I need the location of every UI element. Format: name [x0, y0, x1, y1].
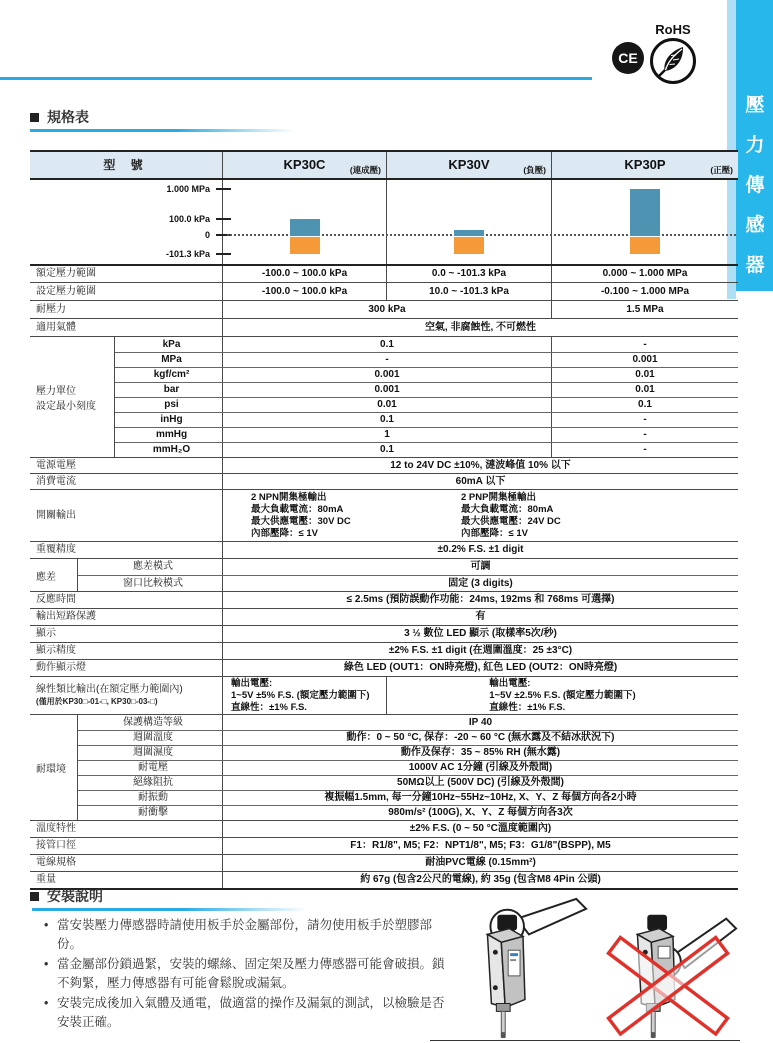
row-label: 設定壓力範圍	[30, 283, 223, 300]
value-kp30v: 0.0 ~ -101.3 kPa	[387, 266, 552, 282]
kp30p-positive-bar	[630, 189, 660, 236]
heading-square-icon	[30, 892, 39, 901]
analog-label: 線性類比輸出(在額定壓力範圍內)	[36, 684, 183, 696]
value-all: F1：R1/8", M5; F2：NPT1/8", M5; F3：G1/8"(BSPP), M5	[350, 840, 611, 851]
value-all: ±2% F.S. ±1 digit (在週圍溫度：25 ±3°C)	[388, 645, 573, 656]
sub-value: 980m/s² (100G), X、Y、Z 每個方向各3次	[388, 807, 573, 818]
row-response-time	[30, 591, 738, 608]
unit-value-cv: 0.001	[223, 368, 552, 382]
row-label: 重量	[30, 872, 223, 888]
unit-label: mmHg	[115, 428, 223, 442]
install-instructions	[44, 916, 448, 1032]
analog-line: 直線性：±1% F.S.	[489, 701, 566, 713]
row-analog-output	[30, 676, 738, 714]
environment-row	[78, 760, 738, 775]
analog-line: 輸出電壓:	[231, 677, 273, 689]
ce-mark-icon: CE	[612, 42, 644, 74]
model-kp30v-header	[387, 152, 552, 178]
pressure-range-chart	[30, 178, 738, 264]
unit-value-p: -	[643, 444, 647, 455]
header-rule	[0, 77, 592, 80]
row-label: 動作顯示燈	[30, 660, 223, 676]
row-label: 反應時間	[30, 592, 223, 608]
row-switch-output	[30, 489, 738, 541]
install-bullet	[44, 994, 448, 1033]
npn-line: 2 NPN開集極輸出	[251, 491, 327, 503]
value-all: 空氣, 非腐蝕性, 不可燃性	[424, 321, 537, 333]
incorrect-mounting-illustration	[596, 893, 744, 1041]
pnp-line: 最大供應電壓：24V DC	[461, 515, 561, 527]
sub-label: 耐電壓	[78, 761, 223, 775]
environment-row	[78, 790, 738, 805]
model-name: KP30V	[448, 157, 490, 173]
analog-kp30c-block	[231, 678, 370, 714]
unit-value-cv: -	[223, 353, 552, 367]
value-all: 3 ½ 數位 LED 顯示 (取樣率5次/秒)	[404, 628, 557, 639]
analog-line: 1~5V ±2.5% F.S. (額定壓力範圍下)	[489, 689, 636, 701]
row-label: 輸出短路保護	[30, 609, 223, 625]
sidebar-char: 壓	[745, 95, 765, 116]
sub-label: 週圍溫度	[78, 731, 223, 745]
sub-value: 動作及保存：35 ~ 85% RH (無水露)	[400, 747, 561, 758]
unit-label: MPa	[115, 353, 223, 367]
value-all: 60mA 以下	[455, 475, 506, 487]
npn-line: 最大供應電壓：30V DC	[251, 515, 351, 527]
unit-row	[115, 367, 738, 382]
sub-value: 1000V AC 1分鐘 (引線及外殼間)	[408, 762, 553, 773]
unit-value-p: 0.001	[632, 354, 658, 365]
unit-group-label-line2: 設定最小刻度	[36, 401, 96, 412]
bullet-text: 當金屬部份鎖過緊，安裝的螺絲、固定架及壓力傳感器可能會破損。鎖不夠緊，壓力傳感器有可能會鬆脫或漏氣。	[57, 956, 445, 991]
value-kp30p: 1.5 MPa	[626, 303, 664, 315]
row-label: 溫度特性	[30, 821, 223, 837]
sub-label: 耐衝擊	[78, 806, 223, 820]
sub-label: 週圍濕度	[78, 746, 223, 760]
unit-label: kPa	[115, 337, 223, 352]
sub-label: 應差模式	[78, 559, 223, 575]
rohs-label: RoHS	[655, 22, 691, 37]
sub-label: 絕緣阻抗	[78, 776, 223, 790]
hysteresis-row	[78, 559, 738, 575]
value-kp30c-kp30v: 300 kPa	[223, 301, 552, 318]
row-hysteresis-group	[30, 558, 738, 591]
sidebar-char: 傳	[745, 175, 765, 196]
environment-row	[78, 775, 738, 790]
model-kp30c-header	[223, 152, 387, 178]
install-heading-underline	[32, 908, 307, 911]
unit-value-p: -	[643, 429, 647, 440]
npn-line: 最大負載電流：80mA	[251, 503, 344, 515]
rohs-logo	[646, 22, 700, 84]
axis-tick-label: 1.000 MPa	[166, 184, 210, 194]
unit-group-label	[30, 337, 115, 457]
value-all: 綠色 LED (OUT1：ON時亮燈), 紅色 LED (OUT2：ON時亮燈)	[343, 662, 618, 673]
unit-label: bar	[115, 383, 223, 397]
spec-section-title: 規格表	[47, 109, 89, 125]
analog-label-cell	[30, 677, 223, 714]
unit-row	[115, 337, 738, 352]
rohs-leaf-icon	[650, 38, 696, 84]
model-name: KP30C	[283, 157, 326, 173]
unit-value-cv: 0.1	[223, 413, 552, 427]
unit-value-p: -	[643, 338, 647, 350]
row-label: 顯示	[30, 626, 223, 642]
row-label: 開關輸出	[30, 490, 223, 541]
table-header-row	[30, 152, 738, 178]
install-section-heading	[30, 886, 103, 906]
hysteresis-group-body	[78, 559, 738, 591]
row-label: 電源電壓	[30, 458, 223, 473]
spec-section-heading	[30, 107, 89, 127]
bullet-dot-icon	[44, 955, 57, 994]
sub-value: 50MΩ以上 (500V DC) (引線及外殼間)	[397, 777, 564, 788]
value-kp30c: -100.0 ~ 100.0 kPa	[223, 283, 387, 300]
sub-value: 可調	[470, 561, 491, 572]
value-kp30p: -0.100 ~ 1.000 MPa	[600, 285, 690, 297]
row-set-range	[30, 282, 738, 300]
analog-line: 直線性：±1% F.S.	[231, 701, 307, 713]
row-cable-spec	[30, 854, 738, 871]
environment-row	[78, 805, 738, 820]
pnp-line: 內部壓降：≤ 1V	[461, 527, 528, 539]
row-label: 額定壓力範圍	[30, 266, 223, 282]
pnp-output-block	[461, 492, 561, 540]
analog-line: 1~5V ±5% F.S. (額定壓力範圍下)	[231, 689, 370, 701]
row-label: 耐壓力	[30, 301, 223, 318]
unit-group-body	[115, 337, 738, 457]
model-kp30p-header	[552, 152, 738, 178]
value-kp30v: 10.0 ~ -101.3 kPa	[387, 283, 552, 300]
row-port-size	[30, 837, 738, 854]
unit-label: psi	[115, 398, 223, 412]
bullet-dot-icon	[44, 916, 57, 955]
row-current-consumption	[30, 473, 738, 489]
pnp-line: 2 PNP開集極輸出	[461, 491, 536, 503]
unit-value-p: 0.01	[635, 369, 655, 380]
sub-value: IP 40	[468, 716, 493, 728]
row-power-voltage	[30, 457, 738, 473]
axis-tick-label: 0	[204, 230, 210, 240]
analog-note: (僅用於KP30□-01-□, KP30□-03-□)	[36, 697, 158, 707]
sidebar-char: 力	[745, 135, 765, 156]
row-operation-indicator	[30, 659, 738, 676]
model-type: (負壓)	[523, 164, 546, 175]
install-section-title: 安裝說明	[47, 888, 103, 904]
sub-value: 固定 (3 digits)	[448, 577, 513, 589]
hysteresis-group-label	[30, 559, 78, 591]
row-label: 消費電流	[30, 474, 223, 489]
analog-kp30vp-block	[489, 678, 635, 714]
install-illustrations	[448, 893, 744, 1041]
unit-row	[115, 442, 738, 457]
bullet-dot-icon	[44, 994, 57, 1033]
unit-value-p: 0.1	[638, 399, 652, 410]
kp30v-positive-bar	[454, 230, 484, 236]
unit-group-label-line1: 壓力單位	[36, 386, 76, 397]
hysteresis-row	[78, 575, 738, 591]
unit-label: mmH₂O	[115, 443, 223, 457]
analog-line: 輸出電壓:	[489, 677, 531, 689]
kp30c-positive-bar	[290, 219, 320, 236]
sidebar-char: 器	[745, 255, 765, 276]
row-short-circuit-protection	[30, 608, 738, 625]
value-all: 耐油PVC電線 (0.15mm²)	[425, 857, 536, 868]
unit-value-cv: 1	[223, 428, 552, 442]
unit-value-p: 0.01	[635, 384, 655, 395]
page-bottom-rule	[430, 1040, 740, 1041]
row-label: 電線規格	[30, 855, 223, 871]
unit-label: kgf/cm²	[115, 368, 223, 382]
sub-value: 複振幅1.5mm, 每一分鐘10Hz~55Hz~10Hz, X、Y、Z 每個方向各2小時	[324, 792, 637, 803]
npn-line: 內部壓降：≤ 1V	[251, 527, 318, 539]
install-bullet	[44, 916, 448, 955]
npn-output-block	[251, 492, 433, 540]
environment-group-label	[30, 715, 78, 820]
environment-group-body	[78, 715, 738, 820]
sub-value: 動作：0 ~ 50 °C, 保存：-20 ~ 60 °C (無水露及不結冰狀況下)	[346, 732, 615, 743]
unit-row	[115, 382, 738, 397]
row-display-accuracy	[30, 642, 738, 659]
sub-label: 耐振動	[78, 791, 223, 805]
bullet-text: 安裝完成後加入氣體及通電，做適當的操作及漏氣的測試，以檢驗是否安裝正確。	[57, 995, 445, 1029]
unit-row	[115, 412, 738, 427]
unit-value-p: -	[643, 414, 647, 425]
value-kp30p: 0.000 ~ 1.000 MPa	[602, 268, 688, 279]
spec-table	[30, 150, 738, 890]
value-all: ±0.2% F.S. ±1 digit	[437, 544, 524, 555]
row-label: 接管口徑	[30, 838, 223, 854]
hysteresis-label: 應差	[36, 571, 56, 583]
value-all: 有	[475, 611, 486, 622]
environment-label: 耐環境	[36, 764, 66, 775]
environment-row	[78, 745, 738, 760]
switch-output-cell	[223, 490, 738, 541]
kp30v-negative-bar	[454, 237, 484, 254]
sub-label: 窗口比較模式	[78, 576, 223, 591]
axis-tick	[216, 253, 231, 255]
row-weight	[30, 871, 738, 888]
unit-value-cv: 0.001	[223, 383, 552, 397]
analog-kp30vp-cell	[387, 677, 738, 714]
unit-row	[115, 397, 738, 412]
unit-value-cv: 0.1	[223, 443, 552, 457]
model-header-cell: 型 號	[30, 152, 223, 178]
heading-square-icon	[30, 113, 39, 122]
correct-mounting-illustration	[448, 893, 596, 1041]
value-all: ≤ 2.5ms (預防誤動作功能：24ms, 192ms 和 768ms 可選擇)	[346, 594, 615, 605]
sub-label: 保護構造等級	[78, 715, 223, 730]
environment-row	[78, 715, 738, 730]
row-repeatability	[30, 541, 738, 558]
model-name: KP30P	[624, 157, 666, 173]
row-label: 顯示精度	[30, 643, 223, 659]
row-applicable-fluid	[30, 318, 738, 336]
row-environment-group	[30, 714, 738, 820]
kp30c-negative-bar	[290, 237, 320, 254]
row-display	[30, 625, 738, 642]
sidebar-char: 感	[745, 215, 765, 236]
unit-row	[115, 352, 738, 367]
model-type: (連成壓)	[349, 164, 381, 175]
row-label: 重覆精度	[30, 542, 223, 558]
axis-tick	[216, 188, 231, 190]
unit-row	[115, 427, 738, 442]
row-withstand-pressure	[30, 300, 738, 318]
bullet-text: 當安裝壓力傳感器時請使用板手於金屬部份，請勿使用板手於塑膠部份。	[57, 918, 433, 952]
row-temperature-characteristic	[30, 820, 738, 837]
spec-heading-underline	[30, 129, 295, 132]
environment-row	[78, 730, 738, 745]
value-all: 約 67g (包含2公尺的電線), 約 35g (包含M8 4Pin 公頭)	[360, 874, 601, 885]
axis-tick-label: -101.3 kPa	[165, 249, 210, 259]
row-rated-range	[30, 264, 738, 282]
kp30p-negative-bar	[630, 237, 660, 254]
row-unit-group	[30, 336, 738, 457]
install-bullet	[44, 955, 448, 994]
value-all: ±2% F.S. (0 ~ 50 °C溫度範圍內)	[409, 823, 552, 834]
row-label: 適用氣體	[30, 319, 223, 336]
axis-tick-label: 100.0 kPa	[168, 214, 210, 224]
pnp-line: 最大負載電流：80mA	[461, 503, 554, 515]
model-type: (正壓)	[710, 164, 733, 175]
analog-kp30c-cell	[223, 677, 387, 714]
unit-value-cv: 0.01	[223, 398, 552, 412]
unit-value-cv: 0.1	[223, 337, 552, 352]
unit-label: inHg	[115, 413, 223, 427]
value-kp30c: -100.0 ~ 100.0 kPa	[223, 266, 387, 282]
axis-tick	[216, 218, 231, 220]
value-all: 12 to 24V DC ±10%, 漣波峰值 10% 以下	[390, 459, 571, 471]
